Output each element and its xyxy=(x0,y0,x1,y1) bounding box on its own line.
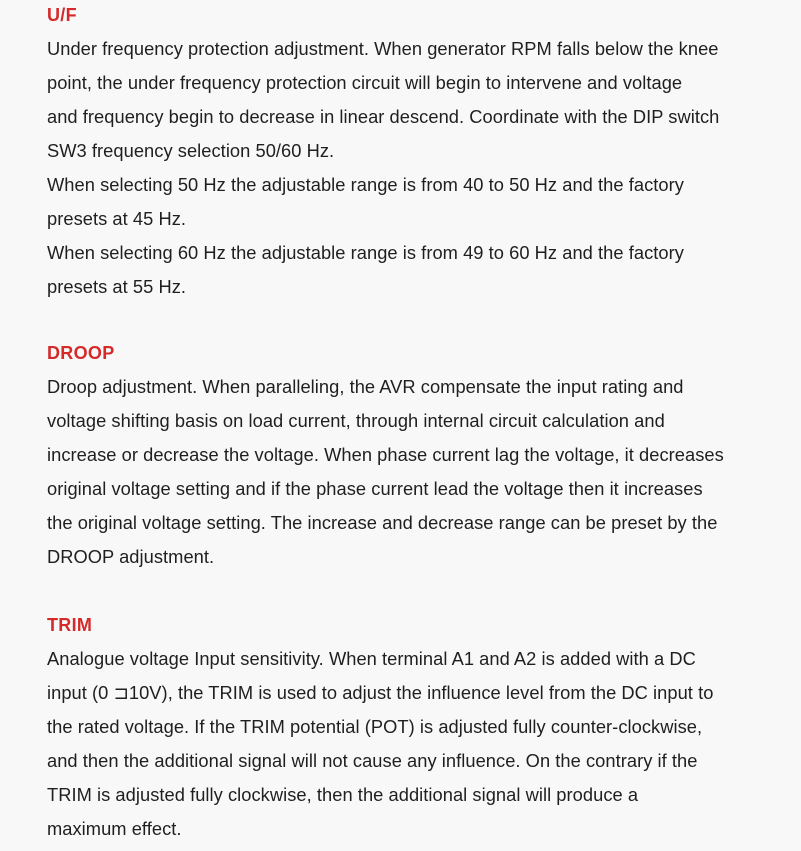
text-line: Under frequency protection adjustment. When generator RPM falls below the knee xyxy=(47,38,719,59)
section-title-droop: DROOP xyxy=(47,343,115,363)
section-body-uf xyxy=(47,32,801,304)
text-line: and then the additional signal will not cause any influence. On the contrary if the xyxy=(47,750,698,771)
section-droop xyxy=(47,336,801,574)
text-line: and frequency begin to decrease in linear descend. Coordinate with the DIP switch xyxy=(47,106,720,127)
text-line: original voltage setting and if the phase current lead the voltage then it increases xyxy=(47,478,703,499)
text-line: presets at 45 Hz. xyxy=(47,208,187,229)
text-line: Analogue voltage Input sensitivity. When terminal A1 and A2 is added with a DC xyxy=(47,648,696,669)
section-uf xyxy=(47,0,801,304)
text-line: DROOP adjustment. xyxy=(47,546,215,567)
text-line: voltage shifting basis on load current, through internal circuit calculation and xyxy=(47,410,665,431)
text-line: When selecting 60 Hz the adjustable range is from 49 to 60 Hz and the factory xyxy=(47,242,684,263)
text-line: TRIM is adjusted fully clockwise, then the additional signal will produce a xyxy=(47,784,639,805)
section-title-uf: U/F xyxy=(47,5,77,25)
section-trim xyxy=(47,608,801,846)
text-line: the original voltage setting. The increase and decrease range can be preset by the xyxy=(47,512,718,533)
text-line: point, the under frequency protection circuit will begin to intervene and voltage xyxy=(47,72,683,93)
text-line: SW3 frequency selection 50/60 Hz. xyxy=(47,140,335,161)
text-line: input (0 ⊐10V), the TRIM is used to adjust the influence level from the DC input to xyxy=(47,682,714,703)
text-line: Droop adjustment. When paralleling, the AVR compensate the input rating and xyxy=(47,376,684,397)
text-line: presets at 55 Hz. xyxy=(47,276,187,297)
section-body-droop xyxy=(47,370,801,574)
text-line: maximum effect. xyxy=(47,818,182,839)
text-line: When selecting 50 Hz the adjustable range is from 40 to 50 Hz and the factory xyxy=(47,174,684,195)
section-body-trim xyxy=(47,642,801,846)
section-title-trim: TRIM xyxy=(47,615,93,635)
text-line: increase or decrease the voltage. When phase current lag the voltage, it decreases xyxy=(47,444,724,465)
text-line: the rated voltage. If the TRIM potential (POT) is adjusted fully counter-clockwise, xyxy=(47,716,703,737)
